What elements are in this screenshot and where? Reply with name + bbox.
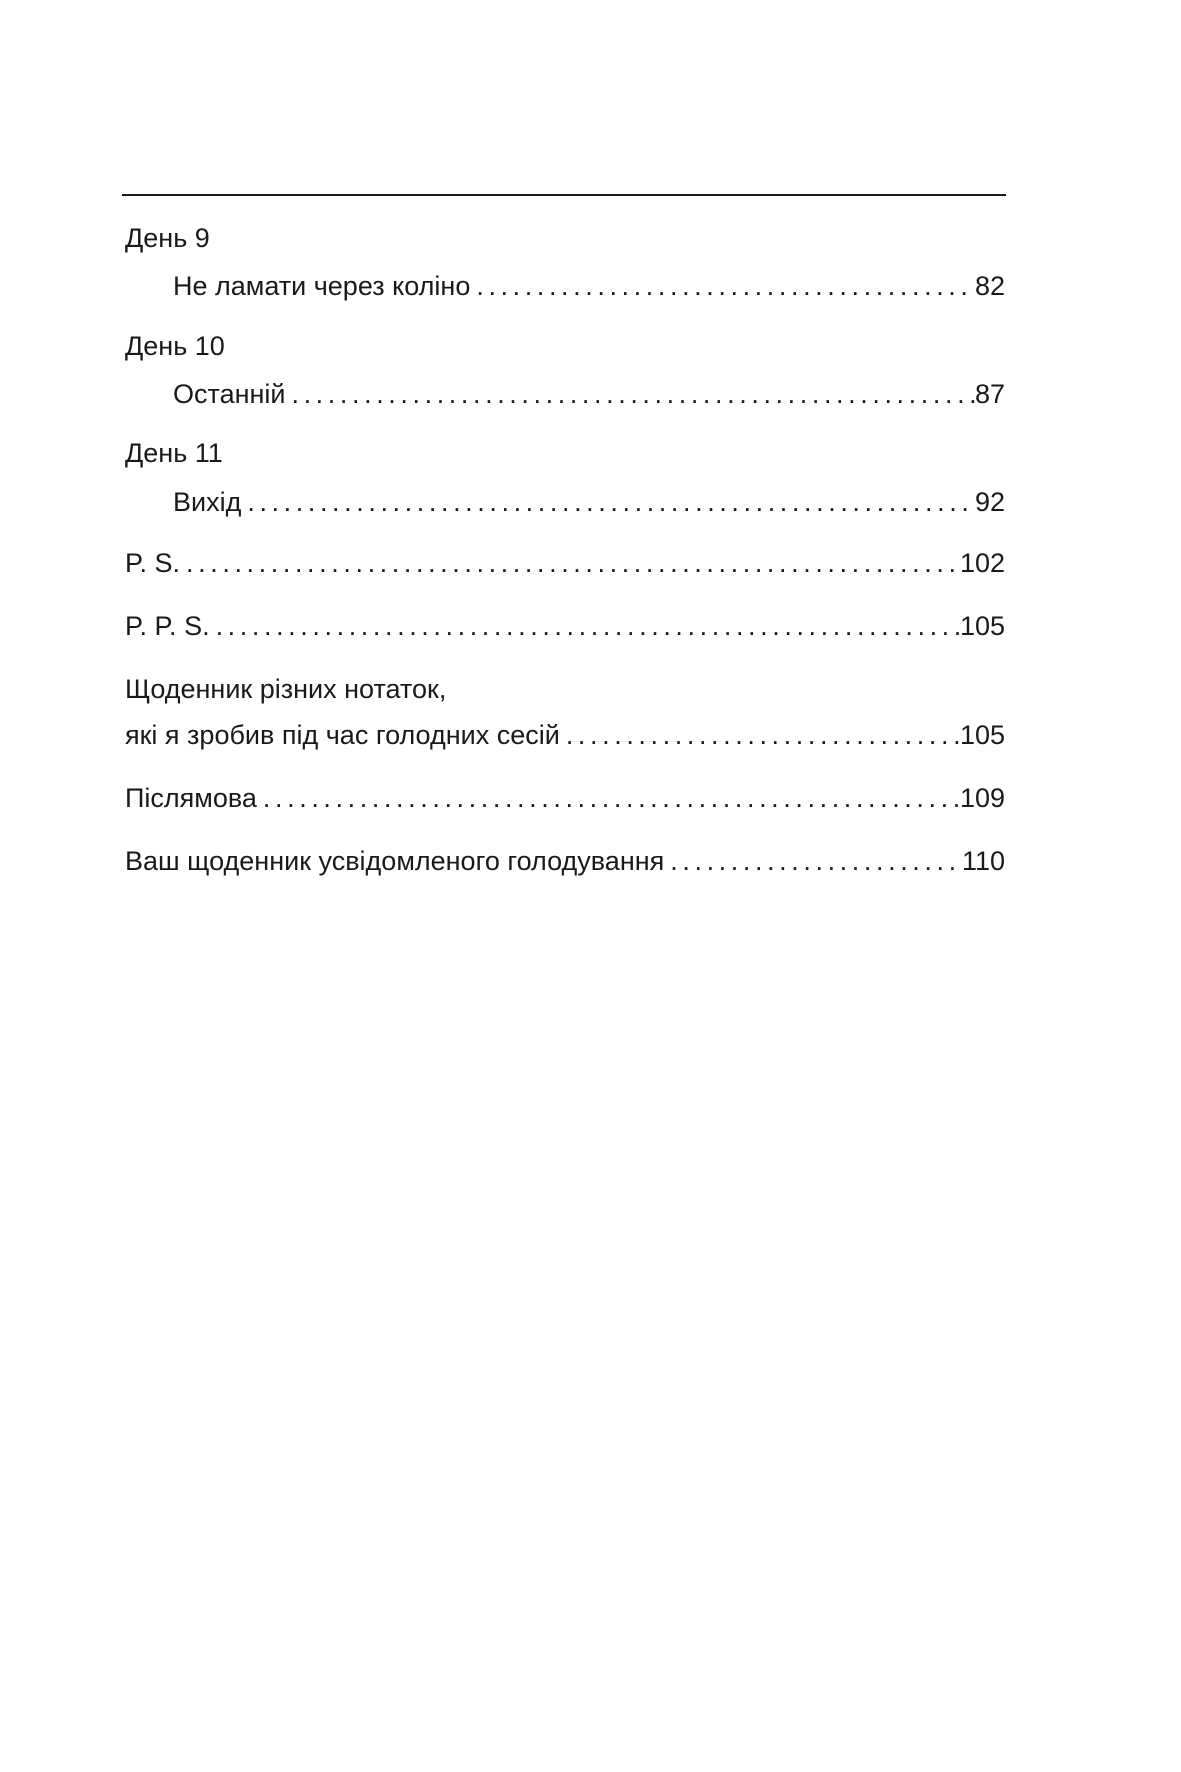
toc-entry-day11 xyxy=(173,484,1005,520)
toc-entry-title: P. S. xyxy=(125,548,181,578)
toc-section-heading-day9 xyxy=(125,220,1005,256)
toc-section-heading-day10 xyxy=(125,328,1005,364)
toc-entry-ps xyxy=(125,545,1005,581)
toc-leader-dots xyxy=(560,717,960,753)
toc-entry-title: які я зробив під час голодних сесій xyxy=(125,720,560,750)
toc-entry-title: Ваш щоденник усвідомленого голодування xyxy=(125,846,665,876)
toc-page-number: 87 xyxy=(974,379,1005,409)
toc-entry-title: P. P. S. xyxy=(125,611,210,641)
toc-leader-dots xyxy=(210,608,960,644)
toc-entry-title: Щоденник різних нотаток, xyxy=(125,674,447,704)
toc-entry-pps xyxy=(125,608,1005,644)
toc-entry-title: Післямова xyxy=(125,783,257,813)
toc-leader-dots xyxy=(257,780,960,816)
toc-heading-text: День 11 xyxy=(125,438,223,468)
toc-leader-dots xyxy=(241,484,975,520)
toc-entry-diary-notes-line1 xyxy=(125,671,1005,707)
toc-heading-text: День 9 xyxy=(125,223,210,253)
toc-leader-dots xyxy=(180,545,960,581)
toc-page-number: 92 xyxy=(974,487,1005,517)
toc-page-number: 105 xyxy=(959,720,1005,750)
toc-page-number: 110 xyxy=(961,846,1005,876)
toc-leader-dots xyxy=(664,843,962,879)
toc-entry-title: Вихід xyxy=(173,487,242,517)
toc-entry-afterword xyxy=(125,780,1005,816)
toc-section-heading-day11 xyxy=(125,435,1005,471)
toc-leader-dots xyxy=(470,268,975,304)
toc-entry-day9 xyxy=(173,268,1005,304)
toc-entry-title: Останній xyxy=(173,379,286,409)
toc-entry-title: Не ламати через коліно xyxy=(173,271,471,301)
toc-entry-diary-notes-line2 xyxy=(125,717,1005,753)
toc-entry-your-diary xyxy=(125,843,1005,879)
toc-entry-day10 xyxy=(173,376,1005,412)
toc-page-number: 105 xyxy=(959,611,1005,641)
toc-page-number: 109 xyxy=(959,783,1005,813)
toc-page-number: 102 xyxy=(959,548,1005,578)
header-rule xyxy=(122,194,1006,196)
toc-heading-text: День 10 xyxy=(125,331,225,361)
toc-page-number: 82 xyxy=(974,271,1005,301)
toc-leader-dots xyxy=(285,376,974,412)
